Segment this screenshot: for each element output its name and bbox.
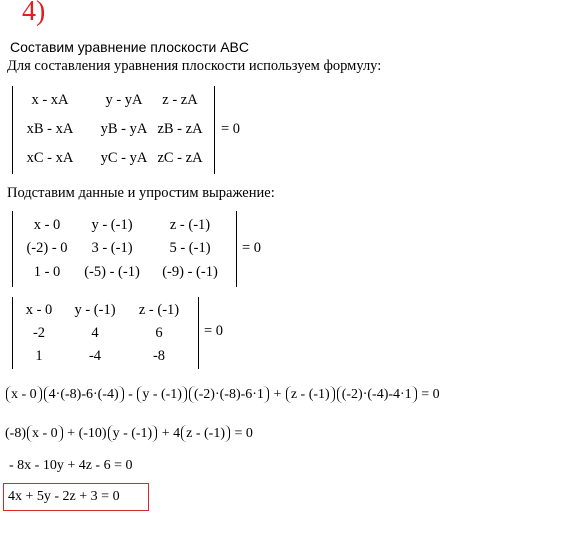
coef-paren: y - (-1) xyxy=(108,425,158,442)
det3-cell: 6 xyxy=(155,325,163,341)
expansion-operator: - xyxy=(128,387,133,402)
coef-paren: z - (-1) xyxy=(181,425,230,442)
coef-term: + (-10) xyxy=(67,426,107,441)
expansion-line xyxy=(5,386,440,403)
det1-right-bar xyxy=(214,86,215,174)
coef-term: + 4 xyxy=(161,426,181,441)
determinant-substituted xyxy=(12,211,236,287)
problem-number: 4) xyxy=(22,0,46,27)
det2-left-bar xyxy=(12,211,13,287)
det1-cell: yB - yA xyxy=(100,121,148,137)
det2-cell: (-5) - (-1) xyxy=(84,264,140,280)
det3-cell: 1 xyxy=(35,348,43,364)
det3-cell: -8 xyxy=(152,348,166,364)
det2-cell: (-9) - (-1) xyxy=(162,264,218,280)
det3-cell: -4 xyxy=(88,348,102,364)
coef-term: (-8) xyxy=(5,426,26,441)
det3-cell: y - (-1) xyxy=(74,302,116,318)
det1-cell: yC - yA xyxy=(100,150,148,166)
det1-cell: xB - xA xyxy=(26,121,74,137)
simplified-equation: - 8x - 10y + 4z - 6 = 0 xyxy=(9,458,133,473)
expansion-term: (-2)·(-4)-4·1 xyxy=(337,386,417,403)
det2-right-bar xyxy=(236,211,237,287)
det3-left-bar xyxy=(12,297,13,369)
expansion-equals: = 0 xyxy=(421,387,440,402)
determinant-formula xyxy=(12,86,212,174)
det3-equals: = 0 xyxy=(204,323,224,339)
det1-cell: xC - xA xyxy=(26,150,74,166)
expansion-term: y - (-1) xyxy=(137,386,187,403)
determinant-computed xyxy=(12,297,198,369)
det2-cell: z - (-1) xyxy=(169,217,211,233)
det2-cell: 3 - (-1) xyxy=(91,240,133,256)
det3-cell: x - 0 xyxy=(25,302,53,318)
expansion-term: (-2)·(-8)-6·1 xyxy=(189,386,269,403)
expansion-term: z - (-1) xyxy=(286,386,335,403)
det3-right-bar xyxy=(198,297,199,369)
det3-cell: z - (-1) xyxy=(138,302,180,318)
expansion-term: 4·(-8)-6·(-4) xyxy=(44,386,124,403)
det2-equals: = 0 xyxy=(242,240,262,256)
heading: Составим уравнение плоскости ABC xyxy=(10,39,249,55)
det2-cell: (-2) - 0 xyxy=(26,240,68,256)
coef-equals: = 0 xyxy=(234,426,253,441)
det1-cell: x - xA xyxy=(31,92,69,108)
final-equation: 4x + 5y - 2z + 3 = 0 xyxy=(8,489,120,504)
det3-cell: 4 xyxy=(91,325,99,341)
det2-cell: 5 - (-1) xyxy=(169,240,211,256)
det3-cell: -2 xyxy=(32,325,46,341)
substitute-text: Подставим данные и упростим выражение: xyxy=(7,185,275,201)
det1-equals: = 0 xyxy=(221,121,241,137)
coefficient-line xyxy=(5,425,253,442)
det1-cell: zC - zA xyxy=(157,150,203,166)
expansion-term: x - 0 xyxy=(6,386,42,403)
det1-cell: zB - zA xyxy=(157,121,203,137)
expansion-operator: + xyxy=(273,387,282,402)
det1-cell: y - yA xyxy=(105,92,143,108)
det2-cell: 1 - 0 xyxy=(33,264,61,280)
det2-cell: y - (-1) xyxy=(91,217,133,233)
det1-left-bar xyxy=(12,86,13,174)
intro-text: Для составления уравнения плоскости используем формулу: xyxy=(7,58,382,74)
det1-cell: z - zA xyxy=(162,92,198,108)
coef-paren: x - 0 xyxy=(27,425,63,442)
det2-cell: x - 0 xyxy=(33,217,61,233)
